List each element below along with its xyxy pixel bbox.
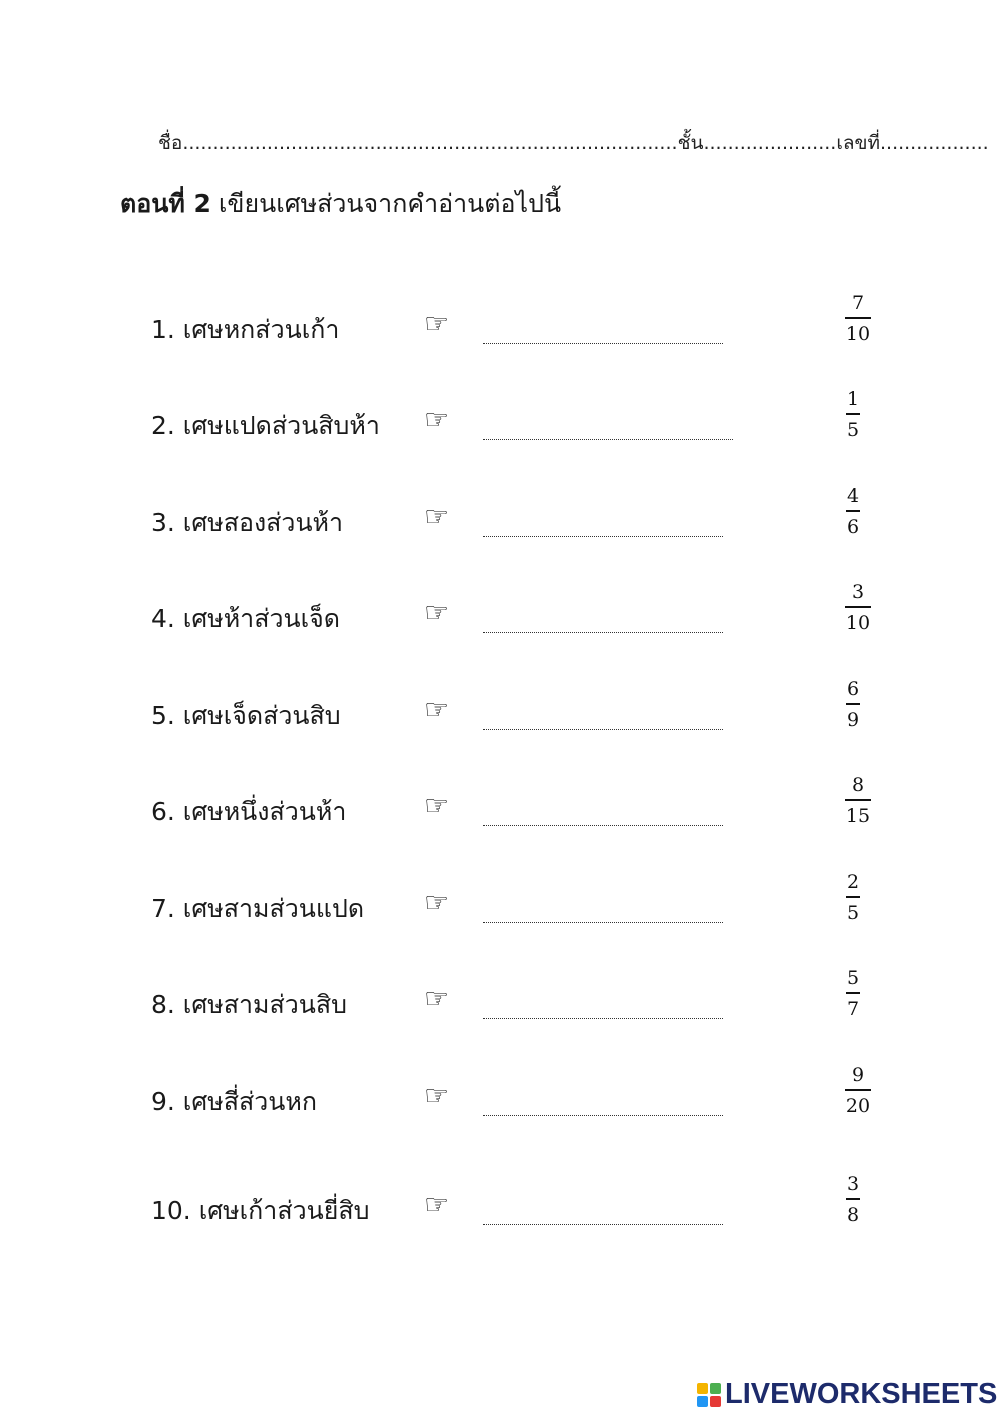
exercise-label: 8. เศษสามส่วนสิบ: [151, 990, 347, 1019]
answer-input-10[interactable]: [483, 1198, 723, 1225]
fraction-denominator: 5: [846, 902, 860, 924]
exercise-label: 2. เศษแปดส่วนสิบห้า: [151, 411, 380, 440]
answer-input-7[interactable]: [483, 896, 723, 923]
answer-input-4[interactable]: [483, 606, 723, 633]
fraction-numerator: 9: [851, 1064, 865, 1086]
fraction-bar: [846, 413, 860, 415]
exercise-label: 6. เศษหนึ่งส่วนห้า: [151, 797, 347, 826]
answer-input-1[interactable]: [483, 317, 723, 344]
fraction-choice-1[interactable]: [838, 291, 878, 346]
fraction-choice-4[interactable]: [838, 580, 878, 635]
fraction-denominator: 10: [845, 323, 871, 345]
fraction-choice-10[interactable]: [833, 1172, 873, 1227]
section-title-text: เขียนเศษส่วนจากคำอ่านต่อไปนี้: [210, 189, 562, 218]
logo-square-blue: [697, 1396, 708, 1407]
fraction-choice-9[interactable]: [838, 1063, 878, 1118]
logo-text: LIVEWORKSHEETS: [725, 1378, 998, 1410]
fraction-numerator: 6: [846, 678, 860, 700]
fraction-denominator: 7: [846, 998, 860, 1020]
fraction-numerator: 1: [846, 388, 860, 410]
answer-input-8[interactable]: [483, 992, 723, 1019]
section-title: [120, 184, 561, 224]
fraction-bar: [846, 703, 860, 705]
class-dots[interactable]: ......................: [703, 132, 837, 154]
fraction-bar: [845, 606, 871, 608]
pointing-hand-icon: ☞: [424, 693, 450, 726]
fraction-numerator: 8: [851, 774, 865, 796]
pointing-hand-icon: ☞: [424, 1188, 450, 1221]
fraction-choice-7[interactable]: [833, 870, 873, 925]
exercise-label: 9. เศษสี่ส่วนหก: [151, 1087, 317, 1116]
fraction-bar: [846, 1198, 860, 1200]
exercise-row-1: [0, 292, 1000, 373]
exercise-label: 4. เศษห้าส่วนเจ็ด: [151, 604, 341, 633]
fraction-denominator: 6: [846, 516, 860, 538]
fraction-numerator: 3: [846, 1173, 860, 1195]
fraction-bar: [845, 317, 871, 319]
exercise-label: 10. เศษเก้าส่วนยี่สิบ: [151, 1196, 370, 1225]
exercise-row-7: [0, 871, 1000, 952]
pointing-hand-icon: ☞: [424, 1079, 450, 1112]
pointing-hand-icon: ☞: [424, 789, 450, 822]
exercise-row-10: [0, 1173, 1000, 1254]
answer-input-3[interactable]: [483, 510, 723, 537]
exercise-row-3: [0, 485, 1000, 566]
logo-square-yellow: [697, 1383, 708, 1394]
name-label: ชื่อ: [158, 132, 183, 154]
exercise-row-5: [0, 678, 1000, 759]
exercise-row-6: [0, 774, 1000, 855]
pointing-hand-icon: ☞: [424, 886, 450, 919]
fraction-numerator: 7: [851, 292, 865, 314]
exercise-label: 7. เศษสามส่วนแปด: [151, 894, 365, 923]
answer-input-6[interactable]: [483, 799, 723, 826]
pointing-hand-icon: ☞: [424, 403, 450, 436]
fraction-denominator: 8: [846, 1204, 860, 1226]
fraction-numerator: 4: [846, 485, 860, 507]
fraction-bar: [845, 799, 871, 801]
section-title-bold: ตอนที่ 2: [120, 189, 211, 218]
liveworksheets-logo: [697, 1378, 997, 1411]
exercise-label: 1. เศษหกส่วนเก้า: [151, 315, 340, 344]
fraction-bar: [846, 896, 860, 898]
fraction-choice-3[interactable]: [833, 484, 873, 539]
fraction-numerator: 2: [846, 871, 860, 893]
name-dots[interactable]: ..................................................................................: [182, 132, 678, 154]
exercise-row-2: [0, 388, 1000, 469]
number-label: เลขที่: [836, 132, 880, 154]
fraction-numerator: 3: [851, 581, 865, 603]
student-info-line: [158, 128, 989, 158]
fraction-denominator: 5: [846, 419, 860, 441]
fraction-bar: [846, 510, 860, 512]
fraction-choice-6[interactable]: [838, 773, 878, 828]
answer-input-2[interactable]: [483, 413, 733, 440]
logo-square-green: [710, 1383, 721, 1394]
exercise-row-4: [0, 581, 1000, 662]
fraction-denominator: 9: [846, 709, 860, 731]
fraction-denominator: 20: [845, 1095, 871, 1117]
logo-mark-icon: [697, 1383, 721, 1407]
exercise-row-9: [0, 1064, 1000, 1145]
number-dots[interactable]: ..................: [879, 132, 989, 154]
class-label: ชั้น: [677, 132, 704, 154]
pointing-hand-icon: ☞: [424, 982, 450, 1015]
fraction-choice-2[interactable]: [833, 387, 873, 442]
fraction-choice-5[interactable]: [833, 677, 873, 732]
fraction-denominator: 10: [845, 612, 871, 634]
answer-input-5[interactable]: [483, 703, 723, 730]
fraction-bar: [845, 1089, 871, 1091]
exercise-row-8: [0, 967, 1000, 1048]
answer-input-9[interactable]: [483, 1089, 723, 1116]
pointing-hand-icon: ☞: [424, 307, 450, 340]
fraction-denominator: 15: [845, 805, 871, 827]
exercise-label: 3. เศษสองส่วนห้า: [151, 508, 344, 537]
fraction-bar: [846, 992, 860, 994]
fraction-choice-8[interactable]: [833, 966, 873, 1021]
pointing-hand-icon: ☞: [424, 596, 450, 629]
fraction-numerator: 5: [846, 967, 860, 989]
logo-square-red: [710, 1396, 721, 1407]
exercise-label: 5. เศษเจ็ดส่วนสิบ: [151, 701, 341, 730]
pointing-hand-icon: ☞: [424, 500, 450, 533]
